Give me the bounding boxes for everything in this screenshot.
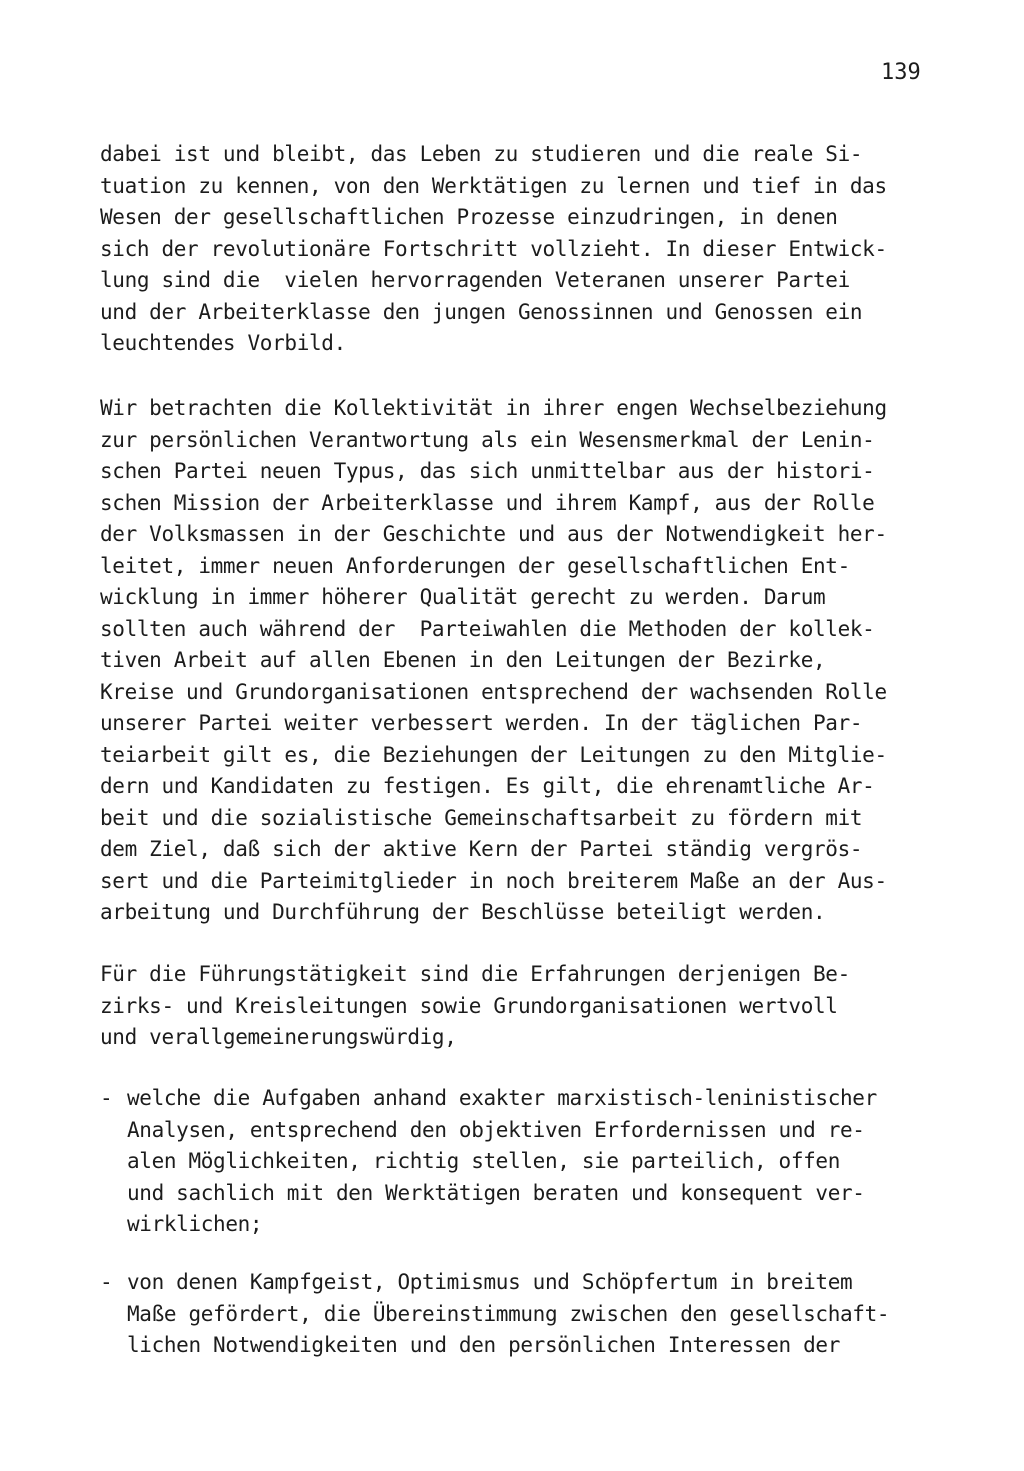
paragraph-line: zirks- und Kreisleitungen sowie Grundorganisationen wertvoll [100, 993, 838, 1018]
bullet-marker: - [100, 1086, 113, 1110]
paragraph-line: schen Mission der Arbeiterklasse und ihrem Kampf, aus der Rolle [100, 490, 875, 515]
bullet-text [127, 1083, 920, 1241]
page-number: 139 [881, 60, 921, 85]
paragraph-line: teiarbeit gilt es, die Beziehungen der Leitungen zu den Mitglie- [100, 742, 887, 767]
paragraph-line: Wir betrachten die Kollektivität in ihrer engen Wechselbeziehung [100, 396, 887, 420]
paragraph-line: leuchtendes Vorbild. [100, 331, 346, 355]
paragraph-line: der Volksmassen in der Geschichte und aus der Notwendigkeit her- [100, 522, 887, 546]
paragraph-line: lung sind die vielen hervorragenden Veteranen unserer Partei [100, 268, 850, 292]
bullet-line: lichen Notwendigkeiten und den persönlichen Interessen der [127, 1333, 840, 1357]
bullet-line: Analysen, entsprechend den objektiven Erfordernissen und re- [127, 1117, 865, 1142]
paragraph-line: sert und die Parteimitglieder in noch breiterem Maße an der Aus- [100, 868, 887, 893]
paragraph-line: sollten auch während der Parteiwahlen die Methoden der kollek- [100, 616, 875, 641]
bullet-line: alen Möglichkeiten, richtig stellen, sie parteilich, offen [127, 1149, 840, 1173]
paragraph-line: unserer Partei weiter verbessert werden. In der täglichen Par- [100, 711, 863, 735]
paragraph-line: zur persönlichen Verantwortung als ein Wesensmerkmal der Lenin- [100, 427, 875, 452]
bullet-line: welche die Aufgaben anhand exakter marxistisch-leninistischer [127, 1086, 877, 1110]
paragraph-experience [100, 959, 920, 1054]
paragraph-line: schen Partei neuen Typus, das sich unmittelbar aus der histori- [100, 459, 875, 483]
paragraph-line: und verallgemeinerungswürdig, [100, 1025, 457, 1049]
paragraph-line: Kreise und Grundorganisationen entsprechend der wachsenden Rolle [100, 679, 887, 704]
paragraph-line: arbeitung und Durchführung der Beschlüsse beteiligt werden. [100, 900, 826, 924]
paragraph-intro [100, 139, 920, 360]
bullet-line: und sachlich mit den Werktätigen beraten und konsequent ver- [127, 1180, 865, 1205]
bullet-line: von denen Kampfgeist, Optimismus und Schöpfertum in breitem [127, 1270, 853, 1294]
paragraph-line: wicklung in immer höherer Qualität gerecht zu werden. Darum [100, 585, 826, 609]
paragraph-line: dem Ziel, daß sich der aktive Kern der Partei ständig vergrös- [100, 837, 863, 861]
paragraph-line: dern und Kandidaten zu festigen. Es gilt, die ehrenamtliche Ar- [100, 774, 875, 798]
paragraph-line: dabei ist und bleibt, das Leben zu studieren und die reale Si- [100, 142, 863, 166]
paragraph-line: und der Arbeiterklasse den jungen Genossinnen und Genossen ein [100, 299, 863, 324]
paragraph-line: sich der revolutionäre Fortschritt vollzieht. In dieser Entwick- [100, 236, 887, 261]
paragraph-line: tiven Arbeit auf allen Ebenen in den Leitungen der Bezirke, [100, 648, 826, 672]
paragraph-line: leitet, immer neuen Anforderungen der gesellschaftlichen Ent- [100, 553, 850, 578]
bullet-text [127, 1267, 920, 1362]
paragraph-collectivity [100, 393, 920, 929]
bullet-line: Maße gefördert, die Übereinstimmung zwischen den gesellschaft- [127, 1301, 890, 1326]
bullet-marker: - [100, 1270, 113, 1294]
paragraph-line: Wesen der gesellschaftlichen Prozesse einzudringen, in denen [100, 205, 838, 229]
paragraph-line: Für die Führungstätigkeit sind die Erfahrungen derjenigen Be- [100, 962, 850, 986]
paragraph-line: tuation zu kennen, von den Werktätigen zu lernen und tief in das [100, 173, 887, 198]
paragraph-line: beit und die sozialistische Gemeinschaftsarbeit zu fördern mit [100, 805, 863, 830]
bullet-line: wirklichen; [127, 1212, 263, 1236]
